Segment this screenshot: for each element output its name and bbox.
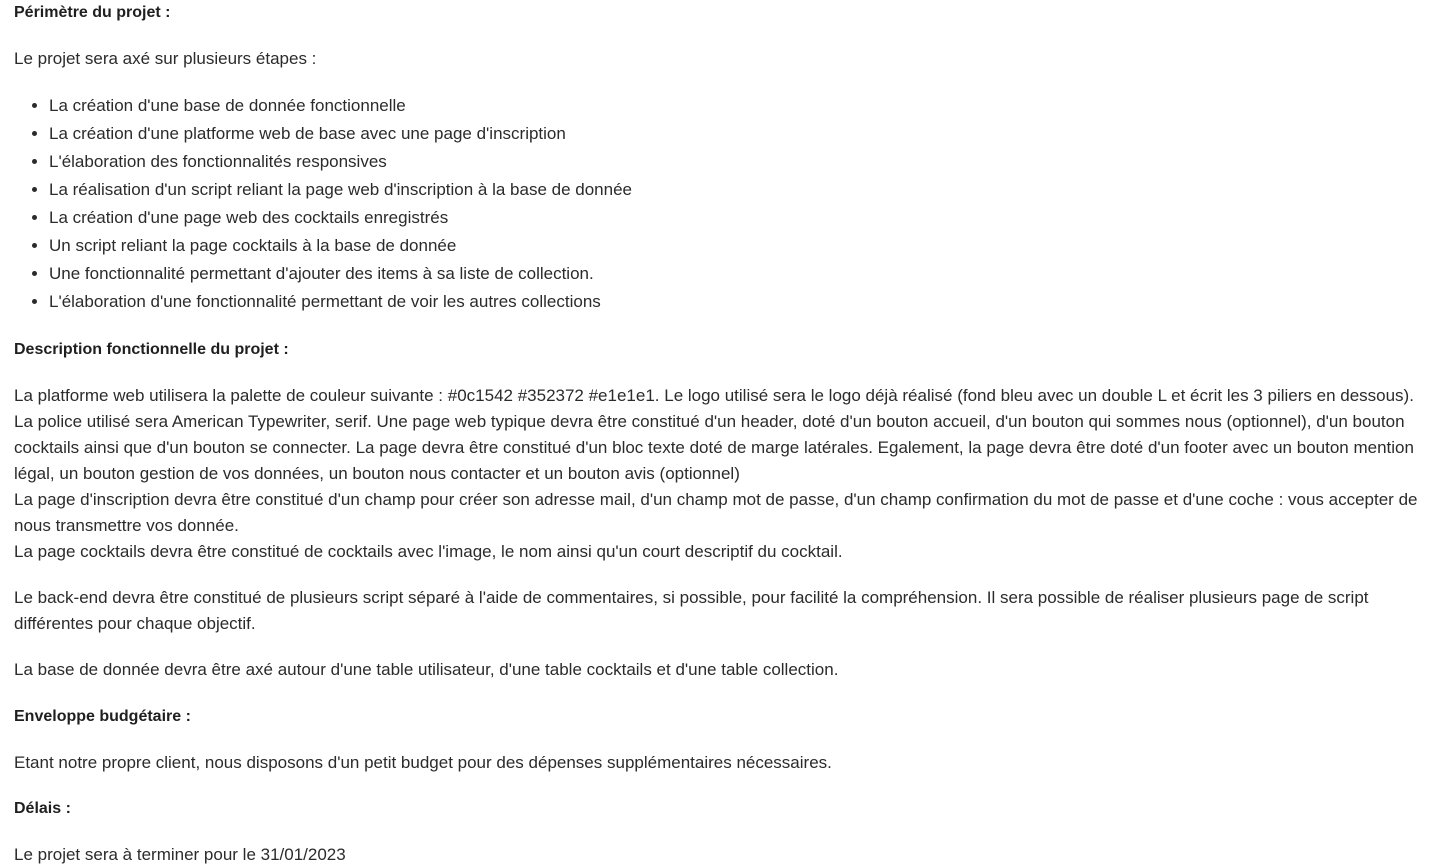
list-item: • Une fonctionnalité permettant d'ajouter des items à sa liste de collection. [49,260,1426,288]
heading-budget: Enveloppe budgétaire : [14,708,191,725]
perimetre-intro: Le projet sera axé sur plusieurs étapes : [14,49,317,68]
list-item: • La réalisation d'un script reliant la page web d'inscription à la base de donnée [49,176,1426,204]
delais-text: Le projet sera à terminer pour le 31/01/2023 [14,845,346,864]
list-item: • Un script reliant la page cocktails à la base de donnée [49,232,1426,260]
list-item: • L'élaboration d'une fonctionnalité permettant de voir les autres collections [49,288,1426,316]
heading-perimetre: Périmètre du projet : [14,4,171,21]
heading-description: Description fonctionnelle du projet : [14,341,289,358]
perimetre-list [14,92,1426,316]
description-line-2: La page d'inscription devra être constitué d'un champ pour créer son adresse mail, d'un champ mot de passe, d'un champ confirmation du mot de passe et d'une coche : vous accepter de nous transmettre vos donnée. [14,490,1418,535]
description-paragraph-3: La base de donnée devra être axé autour d'une table utilisateur, d'une table cocktails et d'une table collection. [14,660,839,679]
list-item: • La création d'une base de donnée fonctionnelle [49,92,1426,120]
description-paragraph-2: Le back-end devra être constitué de plusieurs script séparé à l'aide de commentaires, si possible, pour facilité la compréhension. Il sera possible de réaliser plusieurs page de script différentes pour chaque objectif. [14,588,1369,633]
budget-text: Etant notre propre client, nous disposons d'un petit budget pour des dépenses supplémentaires nécessaires. [14,753,832,772]
description-paragraph-1 [14,383,1426,565]
list-item: • L'élaboration des fonctionnalités responsives [49,148,1426,176]
list-item: • La création d'une page web des cocktails enregistrés [49,204,1426,232]
description-line-1: La platforme web utilisera la palette de couleur suivante : #0c1542 #352372 #e1e1e1. Le logo utilisé sera le logo déjà réalisé (fond bleu avec un double L et écrit les 3 piliers en dessous). La police utilisé sera American Typewriter, serif. Une page web typique devra être constitué d'un header, doté d'un bouton accueil, d'un bouton qui sommes nous (optionnel), d'un bouton cocktails ainsi que d'un bouton se connecter. La page devra être constitué d'un bloc texte doté de marge latérales. Egalement, la page devra être doté d'un footer avec un bouton mention légal, un bouton gestion de vos données, un bouton nous contacter et un bouton avis (optionnel) [14,386,1414,483]
description-line-3: La page cocktails devra être constitué de cocktails avec l'image, le nom ainsi qu'un court descriptif du cocktail. [14,542,843,561]
list-item: • La création d'une platforme web de base avec une page d'inscription [49,120,1426,148]
heading-delais: Délais : [14,800,71,817]
